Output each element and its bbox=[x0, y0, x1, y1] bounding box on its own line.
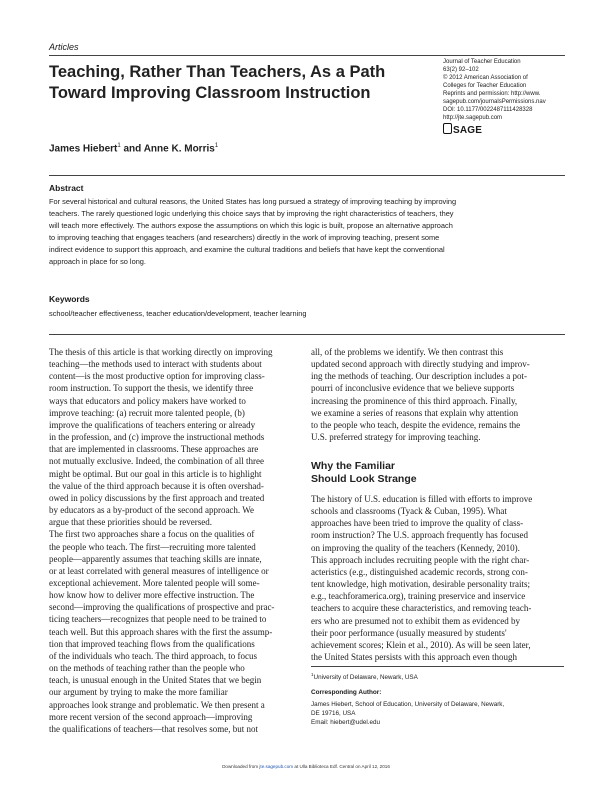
author-affiliation-mark: 1 bbox=[214, 143, 219, 149]
abstract-line: to improving teaching that engages teachers (and researchers) directly in the work of improving teaching, present some bbox=[49, 233, 440, 242]
body-line: the people who teach. The first—recruiting more talented bbox=[49, 541, 256, 552]
body-line: The thesis of this article is that working directly on improving bbox=[49, 347, 273, 357]
download-prefix: Downloaded from bbox=[222, 764, 260, 769]
body-line: that are implemented in classrooms. These approaches are bbox=[49, 444, 259, 455]
body-line: improve the qualifications of teachers entering or already bbox=[49, 419, 256, 430]
body-line: tion that improved teaching flows from the qualifications bbox=[49, 638, 255, 649]
body-line: room instruction. To support the thesis, we identify three bbox=[49, 383, 254, 394]
body-line: increasing the prominence of this third approach. Finally, bbox=[311, 395, 518, 406]
body-line: approaches have been tried to improve the quality of class- bbox=[311, 518, 524, 529]
body-line: people—apparently assumes that teaching skills are innate, bbox=[49, 553, 262, 564]
affiliation-text: University of Delaware, Newark, USA bbox=[313, 674, 418, 682]
body-line: The first two approaches share a focus on the qualities of bbox=[49, 529, 255, 540]
body-line: the value of the third approach because it is often overshad- bbox=[49, 480, 264, 491]
body-column-right-section bbox=[311, 493, 564, 663]
body-line: their poor performance (usually measured by students' bbox=[311, 627, 507, 638]
abstract-line: teachers. The rarely questioned logic underlying this choice says that by improving the right characteristics of teachers, they bbox=[49, 209, 454, 218]
keywords-heading: Keywords bbox=[49, 294, 90, 304]
body-line: in the profession, and (c) improve the instructional methods bbox=[49, 432, 265, 443]
journal-doi: DOI: 10.1177/0022487111428328 bbox=[443, 107, 533, 113]
body-line: content—is the most productive option for improving class- bbox=[49, 371, 265, 382]
body-line: on the methods of teaching rather than the people who bbox=[49, 663, 245, 674]
author-name: James Hiebert bbox=[49, 143, 118, 155]
author-line bbox=[49, 143, 218, 154]
body-line: of the individuals who teach. The third approach, to focus bbox=[49, 650, 258, 661]
body-line: exceptional achievement. More talented people will some- bbox=[49, 577, 260, 588]
journal-volume: 63(2) 92–102 bbox=[443, 67, 479, 73]
abstract-line: will teach more effectively. The authors expose the assumptions on which this logic is built, propose an alternative approach bbox=[49, 221, 453, 230]
body-line: U.S. preferred strategy for improving teaching. bbox=[311, 432, 481, 443]
keywords-rule bbox=[49, 334, 565, 335]
body-line: owed in policy discussions by the first approach and treated bbox=[49, 492, 265, 503]
keywords-list: school/teacher effectiveness, teacher education/development, teacher learning bbox=[49, 309, 307, 318]
body-line: room instruction? The U.S. approach frequently has focused bbox=[311, 530, 529, 541]
journal-copyright: © 2012 American Association of bbox=[443, 75, 528, 81]
body-line: more recent version of the second approach—improving bbox=[49, 711, 253, 722]
body-line: teaching—the methods used to interact with students about bbox=[49, 359, 262, 370]
affiliation-mark: 1 bbox=[311, 672, 314, 677]
abstract-line: For several historical and cultural reasons, the United States has long pursued a strategy of improving teaching by improving bbox=[49, 197, 457, 206]
body-line: to the people who teach, despite the evidence, remains the bbox=[311, 419, 521, 430]
corresponding-author-details bbox=[311, 700, 504, 727]
title-line: Teaching, Rather Than Teachers, As a Path bbox=[49, 63, 386, 81]
abstract-line: indirect evidence to support this approach, and examine the cultural traditions and beliefs that have kept the conventional bbox=[49, 245, 445, 254]
body-line: not mutually exclusive. Indeed, the combination of all three bbox=[49, 456, 264, 467]
body-line: achievement scores; Klein et al., 2010). As will be seen later, bbox=[311, 639, 531, 650]
abstract-body bbox=[49, 196, 565, 268]
body-line: e.g., teachforamerica.org), training preservice and inservice bbox=[311, 591, 526, 602]
affiliation-footnote bbox=[311, 672, 418, 681]
author-name: Anne K. Morris bbox=[143, 143, 215, 155]
sage-logo bbox=[443, 123, 482, 136]
abstract-rule bbox=[49, 175, 565, 176]
body-line: on improving the quality of the teachers (Kennedy, 2010). bbox=[311, 542, 520, 553]
journal-reprints-url: sagepub.com/journalsPermissions.nav bbox=[443, 99, 546, 105]
abstract-heading: Abstract bbox=[49, 183, 84, 193]
body-line: acteristics (e.g., distinguished academic records, strong con- bbox=[311, 566, 528, 577]
download-link[interactable]: jte.sagepub.com bbox=[259, 764, 294, 769]
body-line: the United States persists with this approach even though bbox=[311, 652, 517, 663]
body-column-left bbox=[49, 346, 302, 735]
corresponding-author-heading: Corresponding Author: bbox=[311, 689, 382, 696]
body-line: teach, is unusual enough in the United States that we begin bbox=[49, 675, 262, 686]
body-line: how know how to deliver more effective instruction. The bbox=[49, 590, 255, 601]
section-heading bbox=[311, 460, 417, 486]
footnote-rule bbox=[311, 666, 564, 667]
header-rule bbox=[49, 55, 565, 56]
body-line: ing the methods of teaching. Our description includes a pot- bbox=[311, 371, 527, 382]
body-column-right-intro bbox=[311, 346, 564, 443]
sage-mark-icon bbox=[443, 123, 452, 134]
body-line: approaches look strange and problematic. We then present a bbox=[49, 699, 265, 710]
body-line: tent knowledge, high motivation, desirable personality traits; bbox=[311, 579, 530, 590]
body-line: This approach includes recruiting people with the right char- bbox=[311, 554, 530, 565]
author-affiliation-mark: 1 bbox=[117, 143, 121, 149]
corresponding-email[interactable]: Email: hiebert@udel.edu bbox=[311, 719, 381, 726]
corresponding-line: DE 19716, USA bbox=[311, 710, 356, 717]
section-heading-line: Should Look Strange bbox=[311, 473, 417, 485]
body-line: updated second approach with directly studying and improv- bbox=[311, 359, 530, 370]
body-line: The history of U.S. education is filled with efforts to improve bbox=[311, 494, 533, 504]
article-title bbox=[49, 62, 429, 104]
journal-name: Journal of Teacher Education bbox=[443, 59, 521, 65]
corresponding-line: James Hiebert, School of Education, University of Delaware, Newark, bbox=[311, 701, 505, 708]
download-notice bbox=[0, 764, 612, 769]
body-line: second—improving the qualifications of prospective and prac- bbox=[49, 602, 275, 613]
body-line: teach well. But this approach shares with the first the assump- bbox=[49, 626, 273, 637]
body-line: all, of the problems we identify. We then contrast this bbox=[311, 347, 504, 357]
body-line: we examine a series of reasons that explain why attention bbox=[311, 407, 519, 418]
body-line: ers who are presumed not to exhibit them as evidenced by bbox=[311, 615, 520, 626]
body-line: teachers to acquire these characteristics, and removing teach- bbox=[311, 603, 532, 614]
section-label: Articles bbox=[49, 42, 79, 52]
section-heading-line: Why the Familiar bbox=[311, 460, 396, 472]
body-line: ticing teachers—recognizes that people need to be trained to bbox=[49, 614, 267, 625]
body-line: our argument by trying to make the more familiar bbox=[49, 687, 228, 698]
body-line: might be optimal. But our goal in this article is to highlight bbox=[49, 468, 262, 479]
journal-copyright-cont: Colleges for Teacher Education bbox=[443, 83, 527, 89]
body-line: the qualifications of teachers—that resolves some, but not bbox=[49, 723, 258, 734]
body-line: argue that these priorities should be reversed. bbox=[49, 517, 213, 528]
body-line: or at least correlated with general measures of intelligence or bbox=[49, 565, 269, 576]
body-line: by educators as a by-product of the second approach. We bbox=[49, 505, 255, 516]
body-line: pourri of inconclusive evidence that we believe supports bbox=[311, 383, 515, 394]
download-suffix: at Ulla Biblioteca Edf. Central on April 12, 2016 bbox=[293, 764, 390, 769]
title-line: Toward Improving Classroom Instruction bbox=[49, 84, 371, 102]
journal-url: http://jte.sagepub.com bbox=[443, 115, 503, 121]
author-joiner: and bbox=[120, 143, 144, 155]
sage-logo-text: SAGE bbox=[453, 125, 483, 136]
journal-info bbox=[443, 58, 573, 122]
journal-reprints: Reprints and permission: http://www. bbox=[443, 91, 541, 97]
body-line: ways that educators and policy makers have worked to bbox=[49, 395, 246, 406]
body-line: improve teaching: (a) recruit more talented people, (b) bbox=[49, 407, 245, 418]
abstract-line: approach in place for so long. bbox=[49, 257, 146, 266]
body-line: schools and classrooms (Tyack & Cuban, 1995). What bbox=[311, 506, 507, 517]
